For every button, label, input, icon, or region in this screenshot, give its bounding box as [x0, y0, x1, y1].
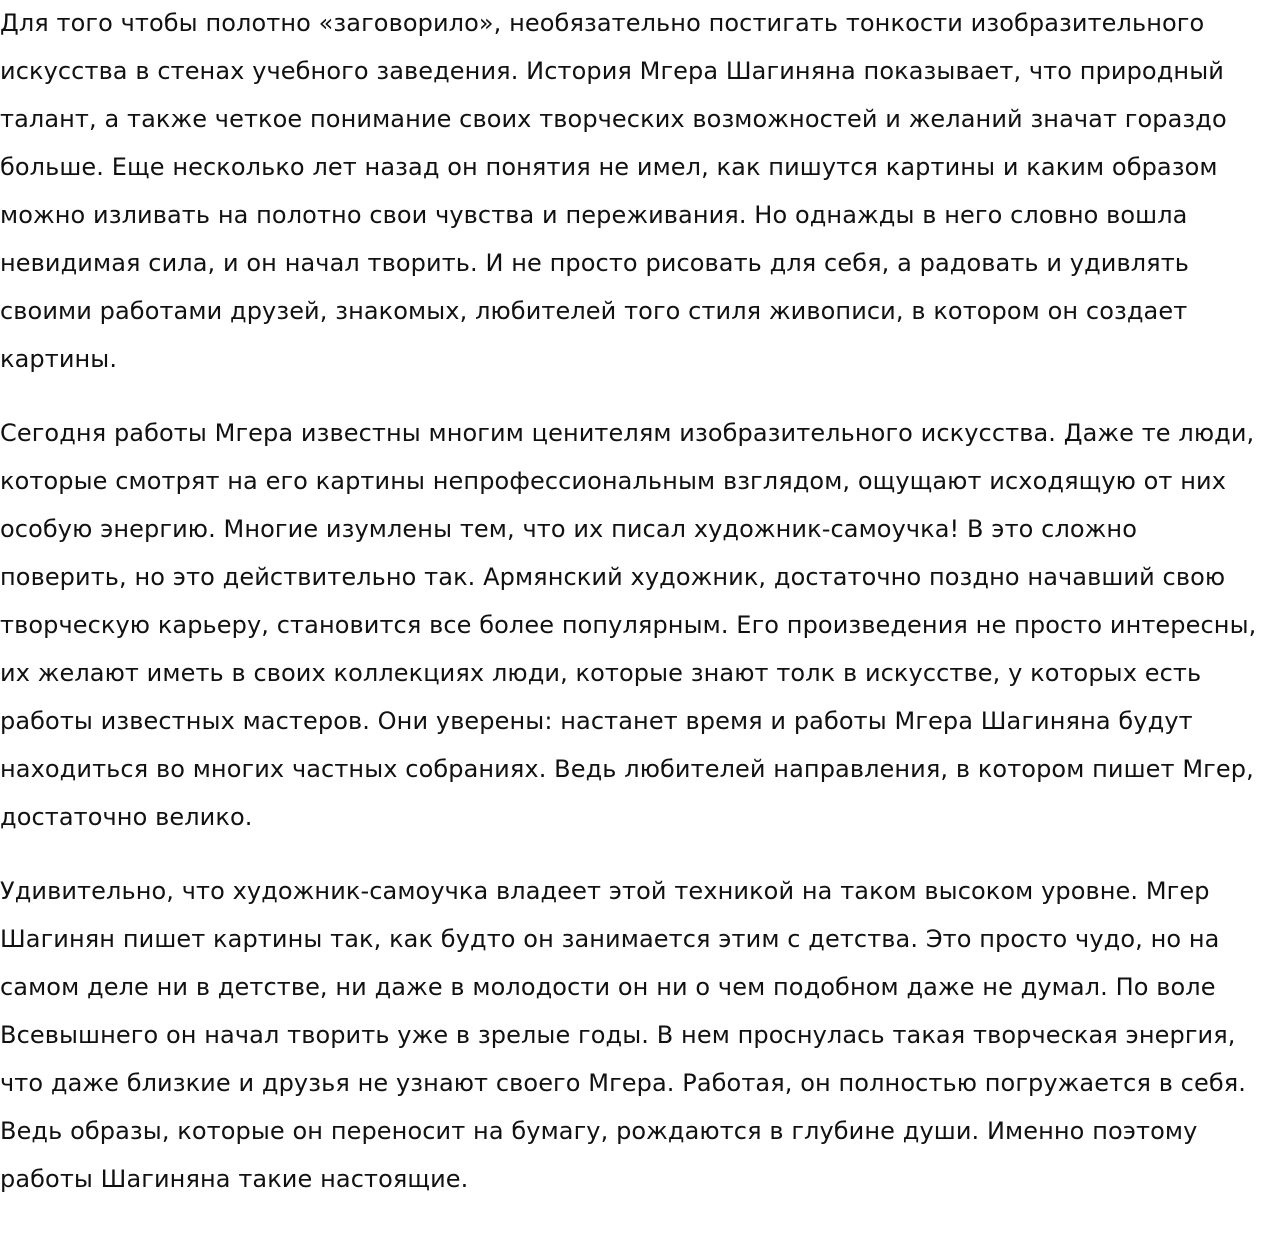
paragraph-intro: Для того чтобы полотно «заговорило», необязательно постигать тонкости изобразительного искусства в стенах учебного заведения. История Мгера Шагиняна показывает, что природный талант, а также четкое понимание своих творческих возможностей и желаний значат гораздо больше. Еще несколько лет назад он понятия не имел, как пишутся картины и каким образом можно изливать на полотно свои чувства и переживания. Но однажды в него словно вошла невидимая сила, и он начал творить. И не просто рисовать для себя, а радовать и удивлять своими работами друзей, знакомых, любителей того стиля живописи, в котором он создает картины.: [0, 9, 1227, 373]
paragraph-self-taught: Удивительно, что художник-самоучка владеет этой техникой на таком высоком уровне. Мгер Шагинян пишет картины так, как будто он занимается этим с детства. Это просто чудо, но на самом деле ни в детстве, ни даже в молодости он ни о чем подобном даже не думал. По воле Всевышнего он начал творить уже в зрелые годы. В нем проснулась такая творческая энергия, что даже близкие и друзья не узнают своего Мгера. Работая, он полностью погружается в себя. Ведь образы, которые он переносит на бумагу, рождаются в глубине души. Именно поэтому работы Шагиняна такие настоящие.: [0, 877, 1247, 1193]
paragraph-recognition: Сегодня работы Мгера известны многим ценителям изобразительного искусства. Даже те люди, которые смотрят на его картины непрофессиональным взглядом, ощущают исходящую от них особую энергию. Многие изумлены тем, что их писал художник-самоучка! В это сложно поверить, но это действительно так. Армянский художник, достаточно поздно начавший свою творческую карьеру, становится все более популярным. Его произведения не просто интересны, их желают иметь в своих коллекциях люди, которые знают толк в искусстве, у которых есть работы известных мастеров. Они уверены: настанет время и работы Мгера Шагиняна будут находиться во многих частных собраниях. Ведь любителей направления, в котором пишет Мгер, достаточно велико.: [0, 419, 1257, 831]
